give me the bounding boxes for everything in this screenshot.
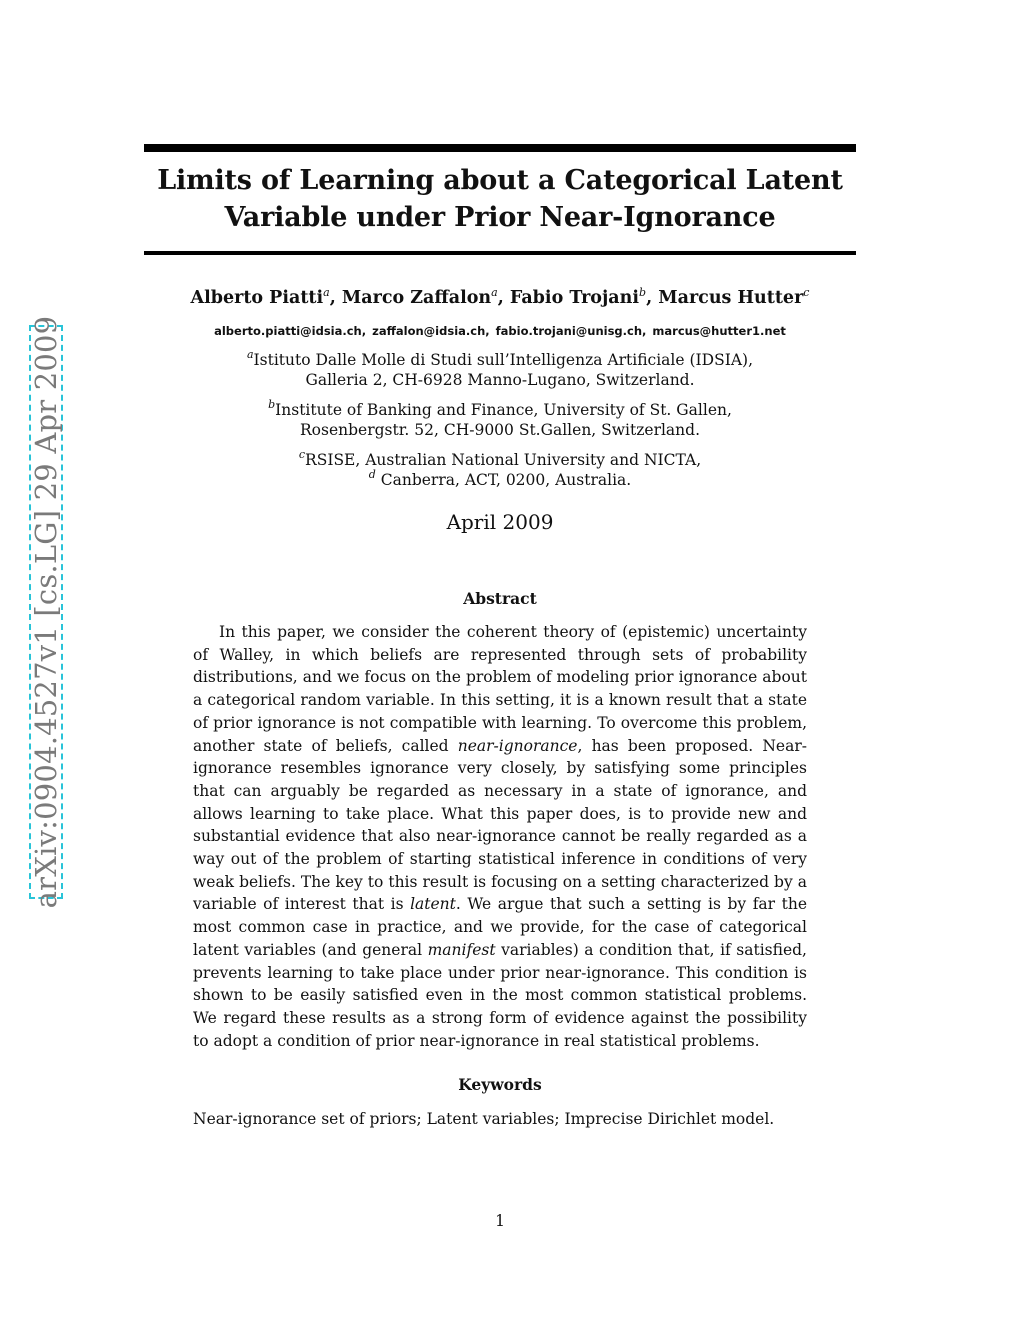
page-number: 1 xyxy=(495,1212,505,1230)
author-name: Fabio Trojani xyxy=(509,288,640,308)
title-bottom-rule xyxy=(144,251,856,255)
affiliation-c: $^c$RSISE, Australian National University and NICTA, $^d$ Canberra, ACT, 0200, Australia. xyxy=(298,448,702,489)
author-affil-mark: a xyxy=(323,286,330,299)
author-affil-mark: a xyxy=(491,286,498,299)
title-top-rule xyxy=(144,144,856,152)
paper-title xyxy=(144,162,856,236)
author-name: Alberto Piatti xyxy=(190,288,324,308)
keywords-text: Near-ignorance set of priors; Latent variables; Imprecise Dirichlet model. xyxy=(193,1110,775,1128)
email-link[interactable]: alberto.piatti@idsia.ch, xyxy=(214,324,367,338)
email-link[interactable]: marcus@hutter1.net xyxy=(652,324,786,338)
author-list: Alberto Piatti$^a$, Marco Zaffalon$^a$, Fabio Trojani$^b$, Marcus Hutter$^c$ xyxy=(190,286,810,308)
author-name: Marco Zaffalon xyxy=(341,288,492,308)
affiliation-a: $^a$Istituto Dalle Molle di Studi sull’Intelligenza Artificiale (IDSIA), Galleria 2, CH-6928 Manno-Lugano, Switzerland. xyxy=(246,348,753,389)
affiliation-b: $^b$Institute of Banking and Finance, University of St. Gallen, Rosenbergstr. 52, CH-9000 St.Gallen, Switzerland. xyxy=(268,398,732,439)
email-link[interactable]: zaffalon@idsia.ch, xyxy=(372,324,490,338)
author-name: Marcus Hutter xyxy=(658,288,804,308)
email-link[interactable]: fabio.trojani@unisg.ch, xyxy=(495,324,647,338)
author-affil-mark: b xyxy=(639,286,647,299)
arxiv-stamp[interactable]: arXiv:0904.4527v1 [cs.LG] 29 Apr 2009 xyxy=(29,315,63,909)
title-line-2: Variable under Prior Near-Ignorance xyxy=(224,202,776,233)
abstract-text: In this paper, we consider the coherent theory of (epistemic) uncertainty of Walley, in which beliefs are represented through sets of probability distributions, and we focus on the problem of modeling prior ignorance about a categorical random variable. In this setting, it is a known result that a state of prior ignorance is not compatible with learning. To overcome this problem, another state of beliefs, called near-ignorance, has been proposed. Near-ignorance resembles ignorance very closely, by satisfying some principles that can arguably be regarded as necessary in a state of ignorance, and allows learning to take place. What this paper does, is to provide new and substantial evidence that also near-ignorance cannot be really regarded as a way out of the problem of starting statistical inference in conditions of very weak beliefs. The key to this result is focusing on a setting characterized by a variable of interest that is latent. We argue that such a setting is by far the most common case in practice, and we provide, for the case of categorical latent variables (and general manifest variables) a condition that, if satisfied, prevents learning to take place under prior near-ignorance. This condition is shown to be easily satisfied even in the most common statistical problems. We regard these results as a strong form of evidence against the possibility to adopt a condition of prior near-ignorance in real statistical problems. xyxy=(193,623,807,1050)
author-emails xyxy=(144,323,856,339)
keywords-heading: Keywords xyxy=(458,1075,542,1094)
author-affil-mark: c xyxy=(803,286,810,299)
publication-date: April 2009 xyxy=(446,510,554,534)
title-line-1: Limits of Learning about a Categorical Latent xyxy=(157,165,843,196)
abstract-heading: Abstract xyxy=(463,589,537,608)
